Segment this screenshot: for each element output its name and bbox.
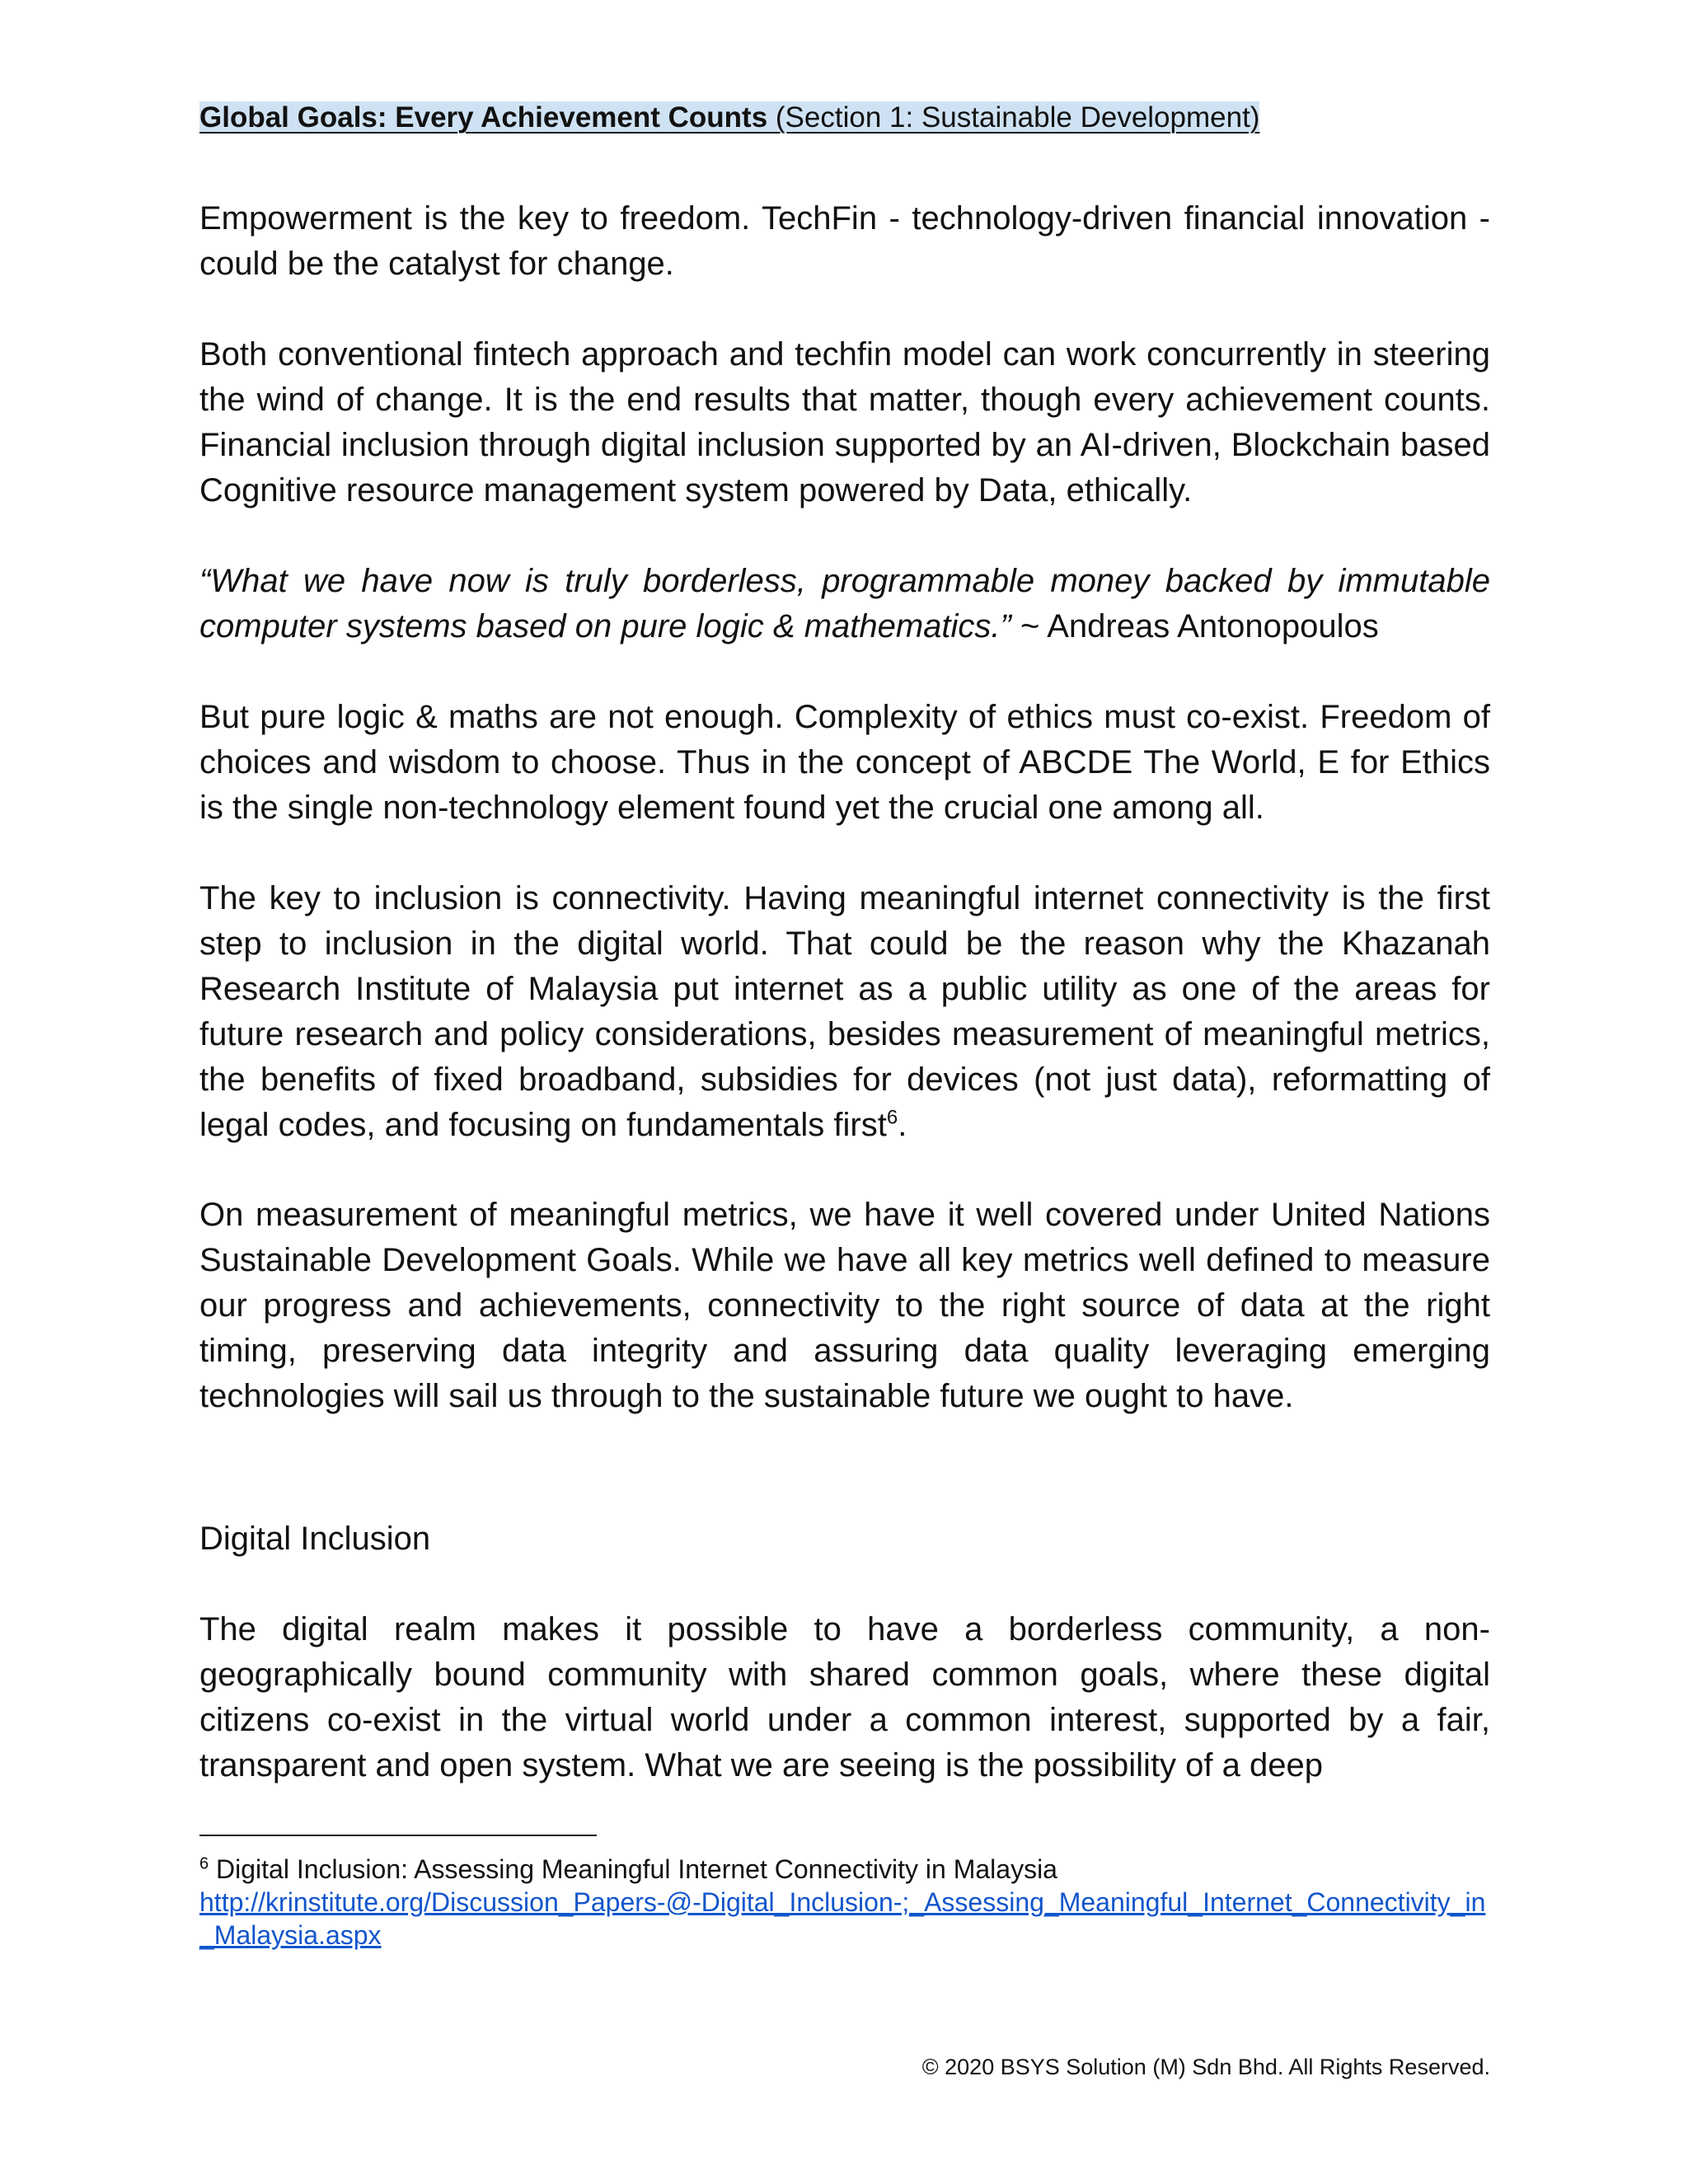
connectivity-end: . (898, 1107, 907, 1143)
footnote-marker: 6 (199, 1854, 209, 1873)
subheading-digital-inclusion: Digital Inclusion (199, 1521, 431, 1557)
paragraph-techfin: Empowerment is the key to freedom. TechFin - technology-driven financial innovation - could be the catalyst for change. (199, 200, 1490, 282)
document-page (199, 0, 1490, 2184)
document-heading (199, 97, 1259, 138)
footnote-text: Digital Inclusion: Assessing Meaningful Internet Connectivity in Malaysia (209, 1854, 1057, 1884)
quote-text: “What we have now is truly borderless, programmable money backed by immutable computer systems based on pure logic & mathematics.” (199, 563, 1490, 644)
digital-realm-text: The digital realm makes it possible to have a borderless community, a non-geographically bound community with shared common goals, where these digital citizens co-exist in the virtual world under a common interest, supported by a fair, transparent and open system. What we are seeing is the possibility of a deep (199, 1611, 1490, 1783)
copyright-footer: © 2020 BSYS Solution (M) Sdn Bhd. All Rights Reserved. (921, 2055, 1490, 2079)
footnote-reference[interactable]: 6 (886, 1106, 898, 1129)
paragraph-metrics: On measurement of meaningful metrics, we have it well covered under United Nations Sustainable Development Goals. While we have all key metrics well defined to measure our progress and achievements, connectivity to the right source of data at the right timing, preserving data integrity and assuring data quality leveraging emerging technologies will sail us through to the sustainable future we ought to have. (199, 1197, 1490, 1414)
paragraph-connectivity (199, 876, 1490, 1148)
heading-highlight (199, 101, 1259, 134)
paragraph-quote (199, 559, 1490, 649)
heading-title: Global Goals: Every Achievement Counts (199, 101, 768, 134)
footnote-line (199, 1853, 1490, 1886)
paragraph-digital-realm (199, 1607, 1490, 1788)
footnote-link[interactable]: http://krinstitute.org/Discussion_Papers-@-Digital_Inclusion-;_Assessing_Meaningful_Internet_Connectivity_in_Malaysia.aspx (199, 1887, 1486, 1950)
footnote (199, 1853, 1490, 1952)
paragraph-ethics: But pure logic & maths are not enough. Complexity of ethics must co-exist. Freedom of choices and wisdom to choose. Thus in the concept of ABCDE The World, E for Ethics is the single non-technology element found yet the crucial one among all. (199, 699, 1490, 826)
connectivity-text: The key to inclusion is connectivity. Having meaningful internet connectivity is the first step to inclusion in the digital world. That could be the reason why the Khazanah Research Institute of Malaysia put internet as a public utility as one of the areas for future research and policy considerations, besides measurement of meaningful metrics, the benefits of fixed broadband, subsidies for devices (not just data), reformatting of legal codes, and focusing on fundamentals first (199, 880, 1490, 1143)
heading-section: (Section 1: Sustainable Development) (775, 101, 1260, 134)
footnote-divider (199, 1835, 597, 1836)
quote-attribution: ~ Andreas Antonopoulos (1010, 608, 1379, 644)
paragraph-fintech: Both conventional fintech approach and techfin model can work concurrently in steering the wind of change. It is the end results that matter, though every achievement counts. Financial inclusion through digital inclusion supported by an AI-driven, Blockchain based Cognitive resource management system powered by Data, ethically. (199, 336, 1490, 509)
